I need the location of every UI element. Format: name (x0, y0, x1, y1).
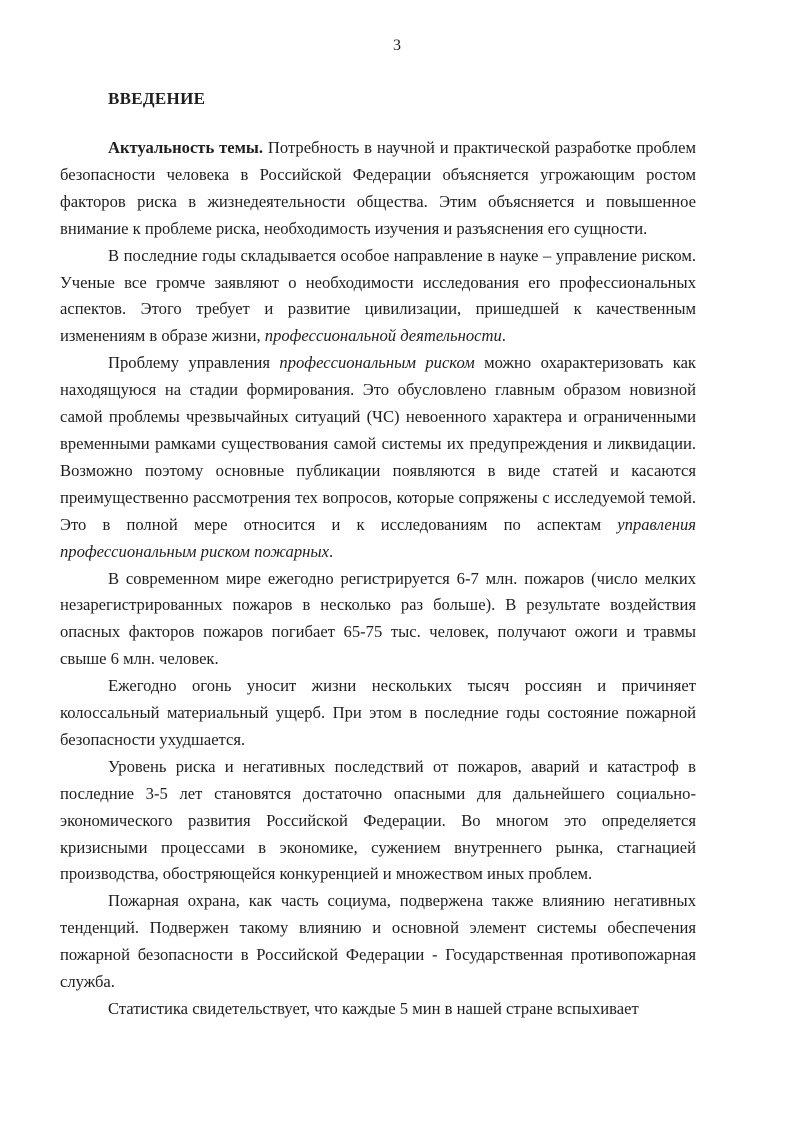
italic-phrase: профессиональной деятельности (264, 326, 502, 346)
paragraph-tail: . (328, 541, 334, 561)
body-text (60, 135, 696, 1023)
paragraph-text: В современном мире ежегодно регистрируется 6-7 млн. пожаров (число мелких незарегистрированных пожаров в несколько раз больше). В результате воздействия опасных факторов пожаров погибает 65-75 тыс. человек, получают ожоги и травмы свыше 6 млн. человек. (60, 568, 696, 669)
paragraph-text: Потребность в научной и практической разработке проблем безопасности человека в Российской Федерации объясняется угрожающим ростом факторов риска в жизнедеятельности общества. Этим объясняется и повышенное внимание к проблеме риска, необходимость изучения и разъяснения его сущности. (60, 138, 696, 238)
paragraph-world-fires (60, 566, 696, 674)
paragraph-text: Уровень риска и негативных последствий от пожаров, аварий и катастроф в последние 3-5 лет становятся достаточно опасными для дальнейшего социально-экономического развития Российской Федерации. Во многом это определяется кризисными процессами в экономике, сужением внутреннего рынка, стагнацией производства, обостряющейся конкуренцией и множеством иных проблем. (60, 756, 696, 884)
page-number: 3 (393, 37, 401, 54)
italic-phrase: управления профессиональным риском пожарных (60, 514, 696, 561)
paragraph-tail: . (501, 326, 506, 346)
paragraph-text: Статистика свидетельствует, что каждые 5 мин в нашей стране вспыхивает (108, 999, 639, 1018)
paragraph-professional-risk (60, 350, 696, 565)
relevance-lead: Актуальность темы. (108, 138, 264, 157)
paragraph-fire-service (60, 888, 696, 996)
paragraph-russia-losses (60, 673, 696, 754)
paragraph-text: можно охарактеризовать как находящуюся на стадии формирования. Это обусловлено главным образом новизной самой проблемы чрезвычайных ситуаций (ЧС) невоенного характера и ограниченными временными рамками существования самой системы их предупреждения и ликвидации. Возможно поэтому основные публикации появляются в виде статей и касаются преимущественно рассмотрения тех вопросов, которые сопряжены с исследуемой темой. Это в полной мере относится и к исследованиям по аспектам (60, 353, 696, 534)
paragraph-text: В последние годы складывается особое направление в науке – управление риском. Ученые все громче заявляют о необходимости исследования его профессиональных аспектов. Этого требует и развитие цивилизации, пришедшей к качественным изменениям в образе жизни, (60, 245, 696, 346)
paragraph-text: Ежегодно огонь уносит жизни нескольких тысяч россиян и причиняет колоссальный материальный ущерб. При этом в последние годы состояние пожарной безопасности ухудшается. (60, 676, 696, 749)
paragraph-relevance (60, 135, 696, 243)
paragraph-risk-management (60, 243, 696, 351)
section-heading: ВВЕДЕНИЕ (108, 89, 206, 108)
paragraph-risk-level (60, 754, 696, 889)
paragraph-text: Проблему управления (108, 353, 280, 373)
italic-phrase: профессиональным риском (279, 353, 475, 373)
paragraph-statistics (60, 996, 696, 1023)
paragraph-text: Пожарная охрана, как часть социума, подвержена также влиянию негативных тенденций. Подвержен такому влиянию и основной элемент системы обеспечения пожарной безопасности в Российской Федерации - Государственная противопожарная служба. (60, 891, 696, 992)
